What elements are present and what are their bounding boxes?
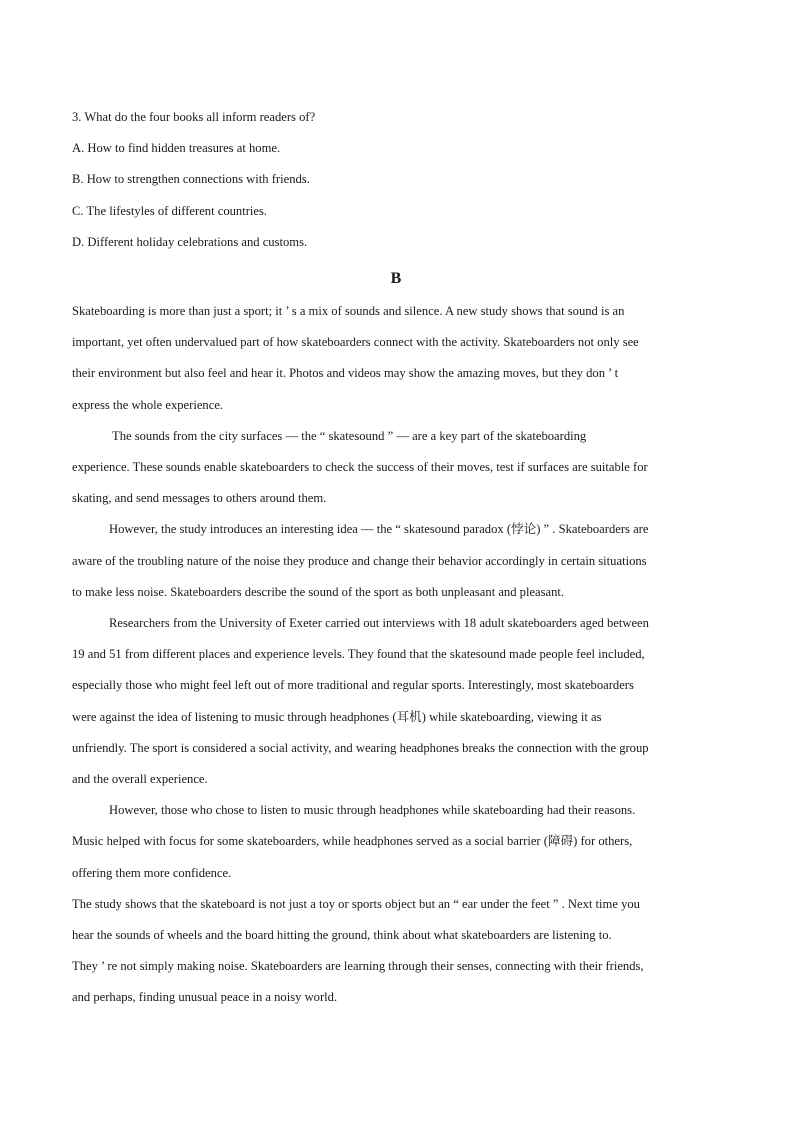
paragraph-line: Researchers from the University of Exeter carried out interviews with 18 adult skateboarders aged between: [109, 616, 649, 631]
option-b: B. How to strengthen connections with friends.: [72, 172, 310, 187]
paragraph-line: The sounds from the city surfaces — the “ skatesound ” — are a key part of the skateboarding: [112, 428, 587, 443]
paragraph-6: [72, 889, 720, 1014]
paragraph-line: express the whole experience.: [72, 397, 224, 412]
paragraph-2: [72, 421, 720, 515]
paragraph-5: [72, 795, 720, 889]
paragraph-3: [72, 514, 720, 608]
paragraph-1: [72, 296, 720, 421]
option-a: A. How to find hidden treasures at home.: [72, 141, 281, 156]
section-title: B: [390, 270, 402, 288]
paragraph-line: and perhaps, finding unusual peace in a noisy world.: [72, 990, 338, 1005]
paragraph-line: important, yet often undervalued part of how skateboarders connect with the activity. Skateboarders not only see: [72, 335, 639, 350]
paragraph-line: The study shows that the skateboard is not just a toy or sports object but an “ ear under the feet ” . Next time you: [72, 896, 640, 911]
question-block: [72, 102, 720, 258]
paragraph-line: aware of the troubling nature of the noise they produce and change their behavior accordingly in certain situations: [72, 553, 647, 568]
paragraph-line: However, the study introduces an interesting idea — the “ skatesound paradox (悖论) ” . Skateboarders are: [109, 522, 649, 537]
paragraph-line: especially those who might feel left out of more traditional and regular sports. Interestingly, most skateboarders: [72, 678, 634, 693]
paragraph-line: and the overall experience.: [72, 772, 208, 787]
paragraph-line: experience. These sounds enable skateboarders to check the success of their moves, test if surfaces are suitable for: [72, 460, 648, 475]
paragraph-line: skating, and send messages to others around them.: [72, 491, 327, 506]
paragraph-line: unfriendly. The sport is considered a social activity, and wearing headphones breaks the connection with the group: [72, 740, 649, 755]
paragraph-line: to make less noise. Skateboarders describe the sound of the sport as both unpleasant and pleasant.: [72, 584, 565, 599]
paragraph-line: were against the idea of listening to music through headphones (耳机) while skateboarding, viewing it as: [72, 709, 602, 724]
paragraph-line: offering them more confidence.: [72, 865, 232, 880]
question-text: 3. What do the four books all inform readers of?: [72, 110, 316, 124]
paragraph-4: [72, 608, 720, 795]
paragraph-line: However, those who chose to listen to music through headphones while skateboarding had their reasons.: [109, 803, 636, 818]
answer-options: [72, 133, 720, 258]
paragraph-line: They ’ re not simply making noise. Skateboarders are learning through their senses, connecting with their friends,: [72, 959, 644, 974]
paragraph-line: hear the sounds of wheels and the board hitting the ground, think about what skateboarders are listening to.: [72, 928, 612, 943]
paragraph-line: 19 and 51 from different places and experience levels. They found that the skatesound made people feel included,: [72, 647, 645, 662]
paragraph-line: Skateboarding is more than just a sport; it ’ s a mix of sounds and silence. A new study shows that sound is an: [72, 304, 625, 319]
option-c: C. The lifestyles of different countries.: [72, 203, 268, 218]
paragraph-line: Music helped with focus for some skateboarders, while headphones served as a social barrier (障碍) for others,: [72, 834, 633, 849]
option-d: D. Different holiday celebrations and customs.: [72, 234, 308, 249]
paragraph-line: their environment but also feel and hear it. Photos and videos may show the amazing moves, but they don ’ t: [72, 366, 619, 381]
